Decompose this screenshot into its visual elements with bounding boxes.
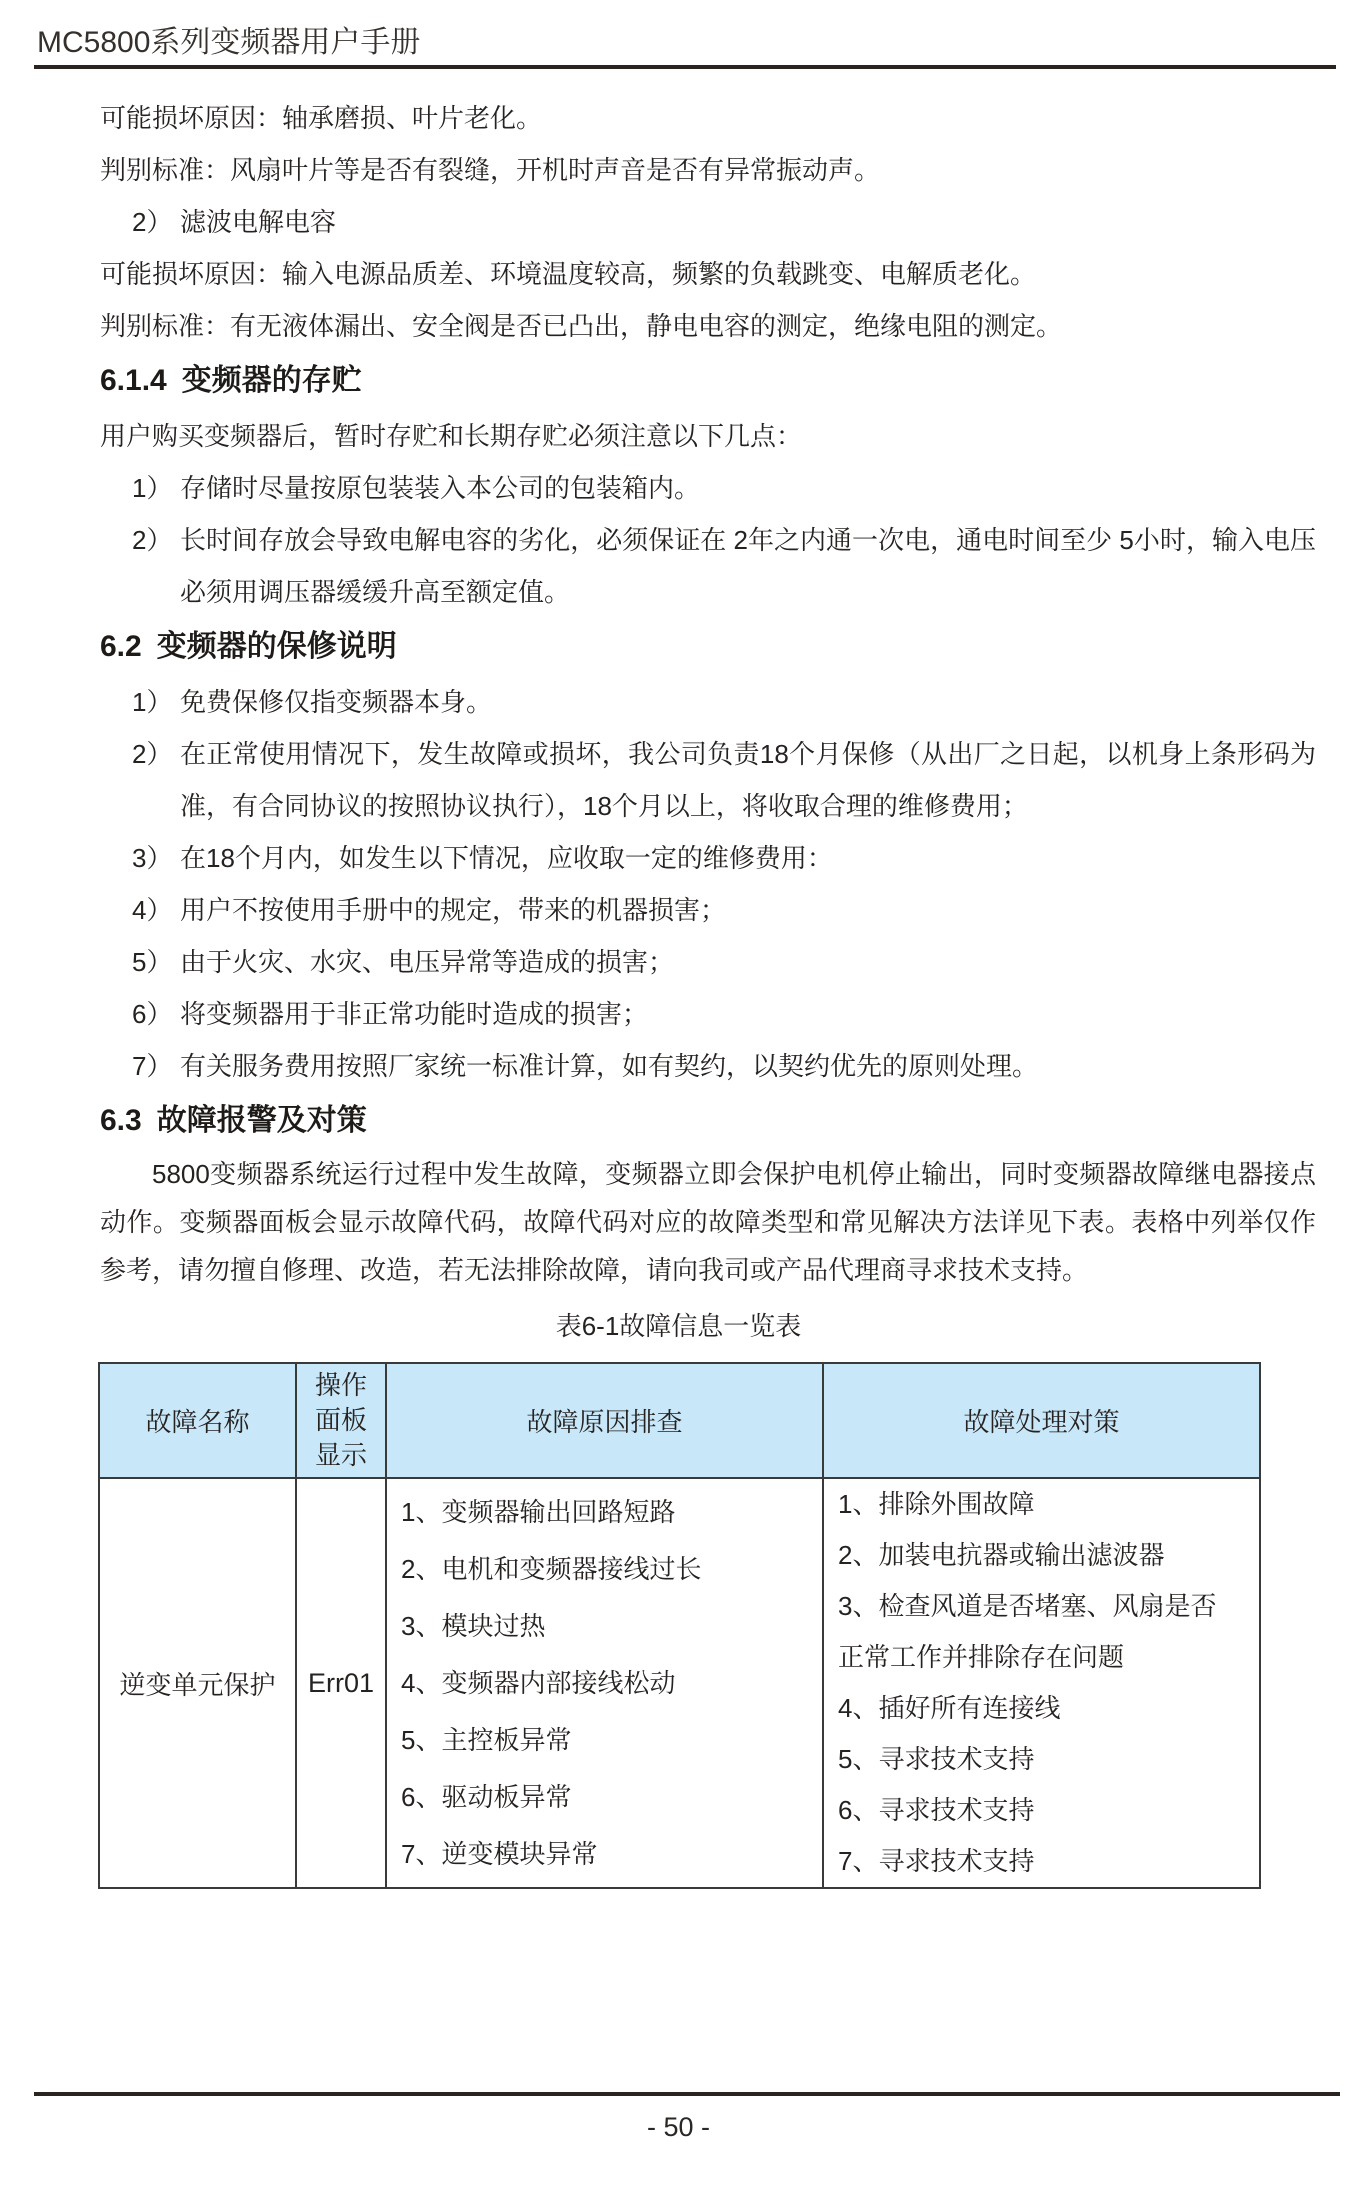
list-text: 滤波电解电容 [180, 207, 337, 237]
section-title: 变频器的保修说明 [156, 630, 397, 663]
table-row [99, 1478, 1260, 1888]
fault-info-table [98, 1362, 1261, 1889]
list-marker: 2） [132, 525, 173, 555]
list-item [100, 884, 1316, 936]
list-item [100, 514, 1316, 618]
paragraph-possible-cause-fan: 可能损坏原因：轴承磨损、叶片老化。 [100, 103, 543, 133]
list-text: 存储时尽量按原包装装入本公司的包装箱内。 [180, 473, 701, 503]
list-item [100, 676, 1316, 728]
paragraph-criterion-fan: 判别标准：风扇叶片等是否有裂缝，开机时声音是否有异常振动声。 [100, 155, 881, 185]
list-marker: 2） [132, 207, 173, 237]
doc-header-title: MC5800系列变频器用户手册 [37, 26, 421, 59]
list-marker: 3） [132, 843, 173, 873]
header-rule [34, 65, 1336, 69]
section-heading-6-2 [100, 618, 1316, 676]
list-marker: 5） [132, 947, 173, 977]
list-text: 在18个月内，如发生以下情况，应收取一定的维修费用： [180, 843, 833, 873]
fault-table-header [99, 1363, 1260, 1478]
paragraph-criterion-capacitor: 判别标准：有无液体漏出、安全阀是否已凸出，静电电容的测定，绝缘电阻的测定。 [100, 311, 1063, 341]
paragraph-possible-cause-capacitor: 可能损坏原因：输入电源品质差、环境温度较高，频繁的负载跳变、电解质老化。 [100, 259, 1037, 289]
page-number: - 50 - [646, 2112, 711, 2142]
panel-code-cell: Err01 [296, 1478, 386, 1888]
fault-name-cell: 逆变单元保护 [99, 1478, 296, 1888]
section-number: 6.3 [100, 1104, 142, 1137]
cause-item: 7、逆变模块异常 [401, 1838, 598, 1869]
list-marker: 4） [132, 895, 173, 925]
list-text: 用户不按使用手册中的规定，带来的机器损害； [180, 895, 727, 925]
solutions-cell [823, 1478, 1260, 1888]
list-item [100, 936, 1316, 988]
list-item [100, 728, 1316, 832]
cause-item: 1、变频器输出回路短路 [401, 1496, 676, 1527]
section-title: 变频器的存贮 [181, 364, 362, 397]
list-text: 在正常使用情况下，发生故障或损坏，我公司负责18个月保修（从出厂之日起，以机身上条形码为准，有合同协议的按照协议执行），18个月以上，将收取合理的维修费用； [180, 739, 1316, 821]
section-heading-6-1-4 [100, 352, 1316, 410]
column-header-line: 面板 [314, 1405, 367, 1435]
list-text: 有关服务费用按照厂家统一标准计算，如有契约，以契约优先的原则处理。 [180, 1051, 1039, 1081]
causes-cell [386, 1478, 823, 1888]
list-marker: 2） [132, 739, 173, 769]
solution-item: 7、寻求技术支持 [838, 1846, 1035, 1876]
list-text: 由于火灾、水灾、电压异常等造成的损害； [180, 947, 675, 977]
column-header-fault-name: 故障名称 [99, 1363, 296, 1478]
footer-rule [34, 2092, 1340, 2096]
list-item-filter-capacitor [100, 196, 1316, 248]
list-item [100, 832, 1316, 884]
page-body [100, 92, 1316, 1889]
solution-item: 3、检查风道是否堵塞、风扇是否正常工作并排除存在问题 [838, 1591, 1217, 1672]
paragraph-fault-alarm-intro: 5800变频器系统运行过程中发生故障，变频器立即会保护电机停止输出，同时变频器故障继电器接点动作。变频器面板会显示故障代码，故障代码对应的故障类型和常见解决方法详见下表。表格中列举仅作参考，请勿擅自修理、改造，若无法排除故障，请向我司或产品代理商寻求技术支持。 [100, 1159, 1316, 1285]
solution-item: 2、加装电抗器或输出滤波器 [838, 1540, 1165, 1570]
column-header-countermeasure: 故障处理对策 [823, 1363, 1260, 1478]
cause-item: 6、驱动板异常 [401, 1781, 572, 1812]
section-heading-6-3 [100, 1092, 1316, 1150]
column-header-line: 操作 [314, 1370, 367, 1400]
list-marker: 1） [132, 687, 173, 717]
section-number: 6.1.4 [100, 364, 167, 397]
list-text: 免费保修仅指变频器本身。 [180, 687, 493, 717]
list-item [100, 988, 1316, 1040]
column-header-line: 显示 [314, 1440, 367, 1470]
section-title: 故障报警及对策 [156, 1104, 367, 1137]
list-marker: 7） [132, 1051, 173, 1081]
list-text: 长时间存放会导致电解电容的劣化，必须保证在 2年之内通一次电，通电时间至少 5小时，输入电压必须用调压器缓缓升高至额定值。 [180, 525, 1316, 607]
cause-item: 4、变频器内部接线松动 [401, 1667, 676, 1698]
section-number: 6.2 [100, 630, 142, 663]
cause-item: 5、主控板异常 [401, 1724, 572, 1755]
list-item [100, 1040, 1316, 1092]
cause-item: 3、模块过热 [401, 1610, 546, 1641]
solution-item: 6、寻求技术支持 [838, 1795, 1035, 1825]
cause-item: 2、电机和变频器接线过长 [401, 1553, 702, 1584]
column-header-cause-check: 故障原因排查 [386, 1363, 823, 1478]
list-text: 将变频器用于非正常功能时造成的损害； [180, 999, 649, 1029]
list-marker: 1） [132, 473, 173, 503]
list-marker: 6） [132, 999, 173, 1029]
solution-item: 5、寻求技术支持 [838, 1744, 1035, 1774]
list-item [100, 462, 1316, 514]
solution-item: 1、排除外围故障 [838, 1489, 1035, 1519]
solution-item: 4、插好所有连接线 [838, 1693, 1061, 1723]
column-header-panel-display [296, 1363, 386, 1478]
paragraph-storage-intro: 用户购买变频器后，暂时存贮和长期存贮必须注意以下几点： [100, 421, 803, 451]
table-caption: 表6-1故障信息一览表 [555, 1311, 802, 1341]
